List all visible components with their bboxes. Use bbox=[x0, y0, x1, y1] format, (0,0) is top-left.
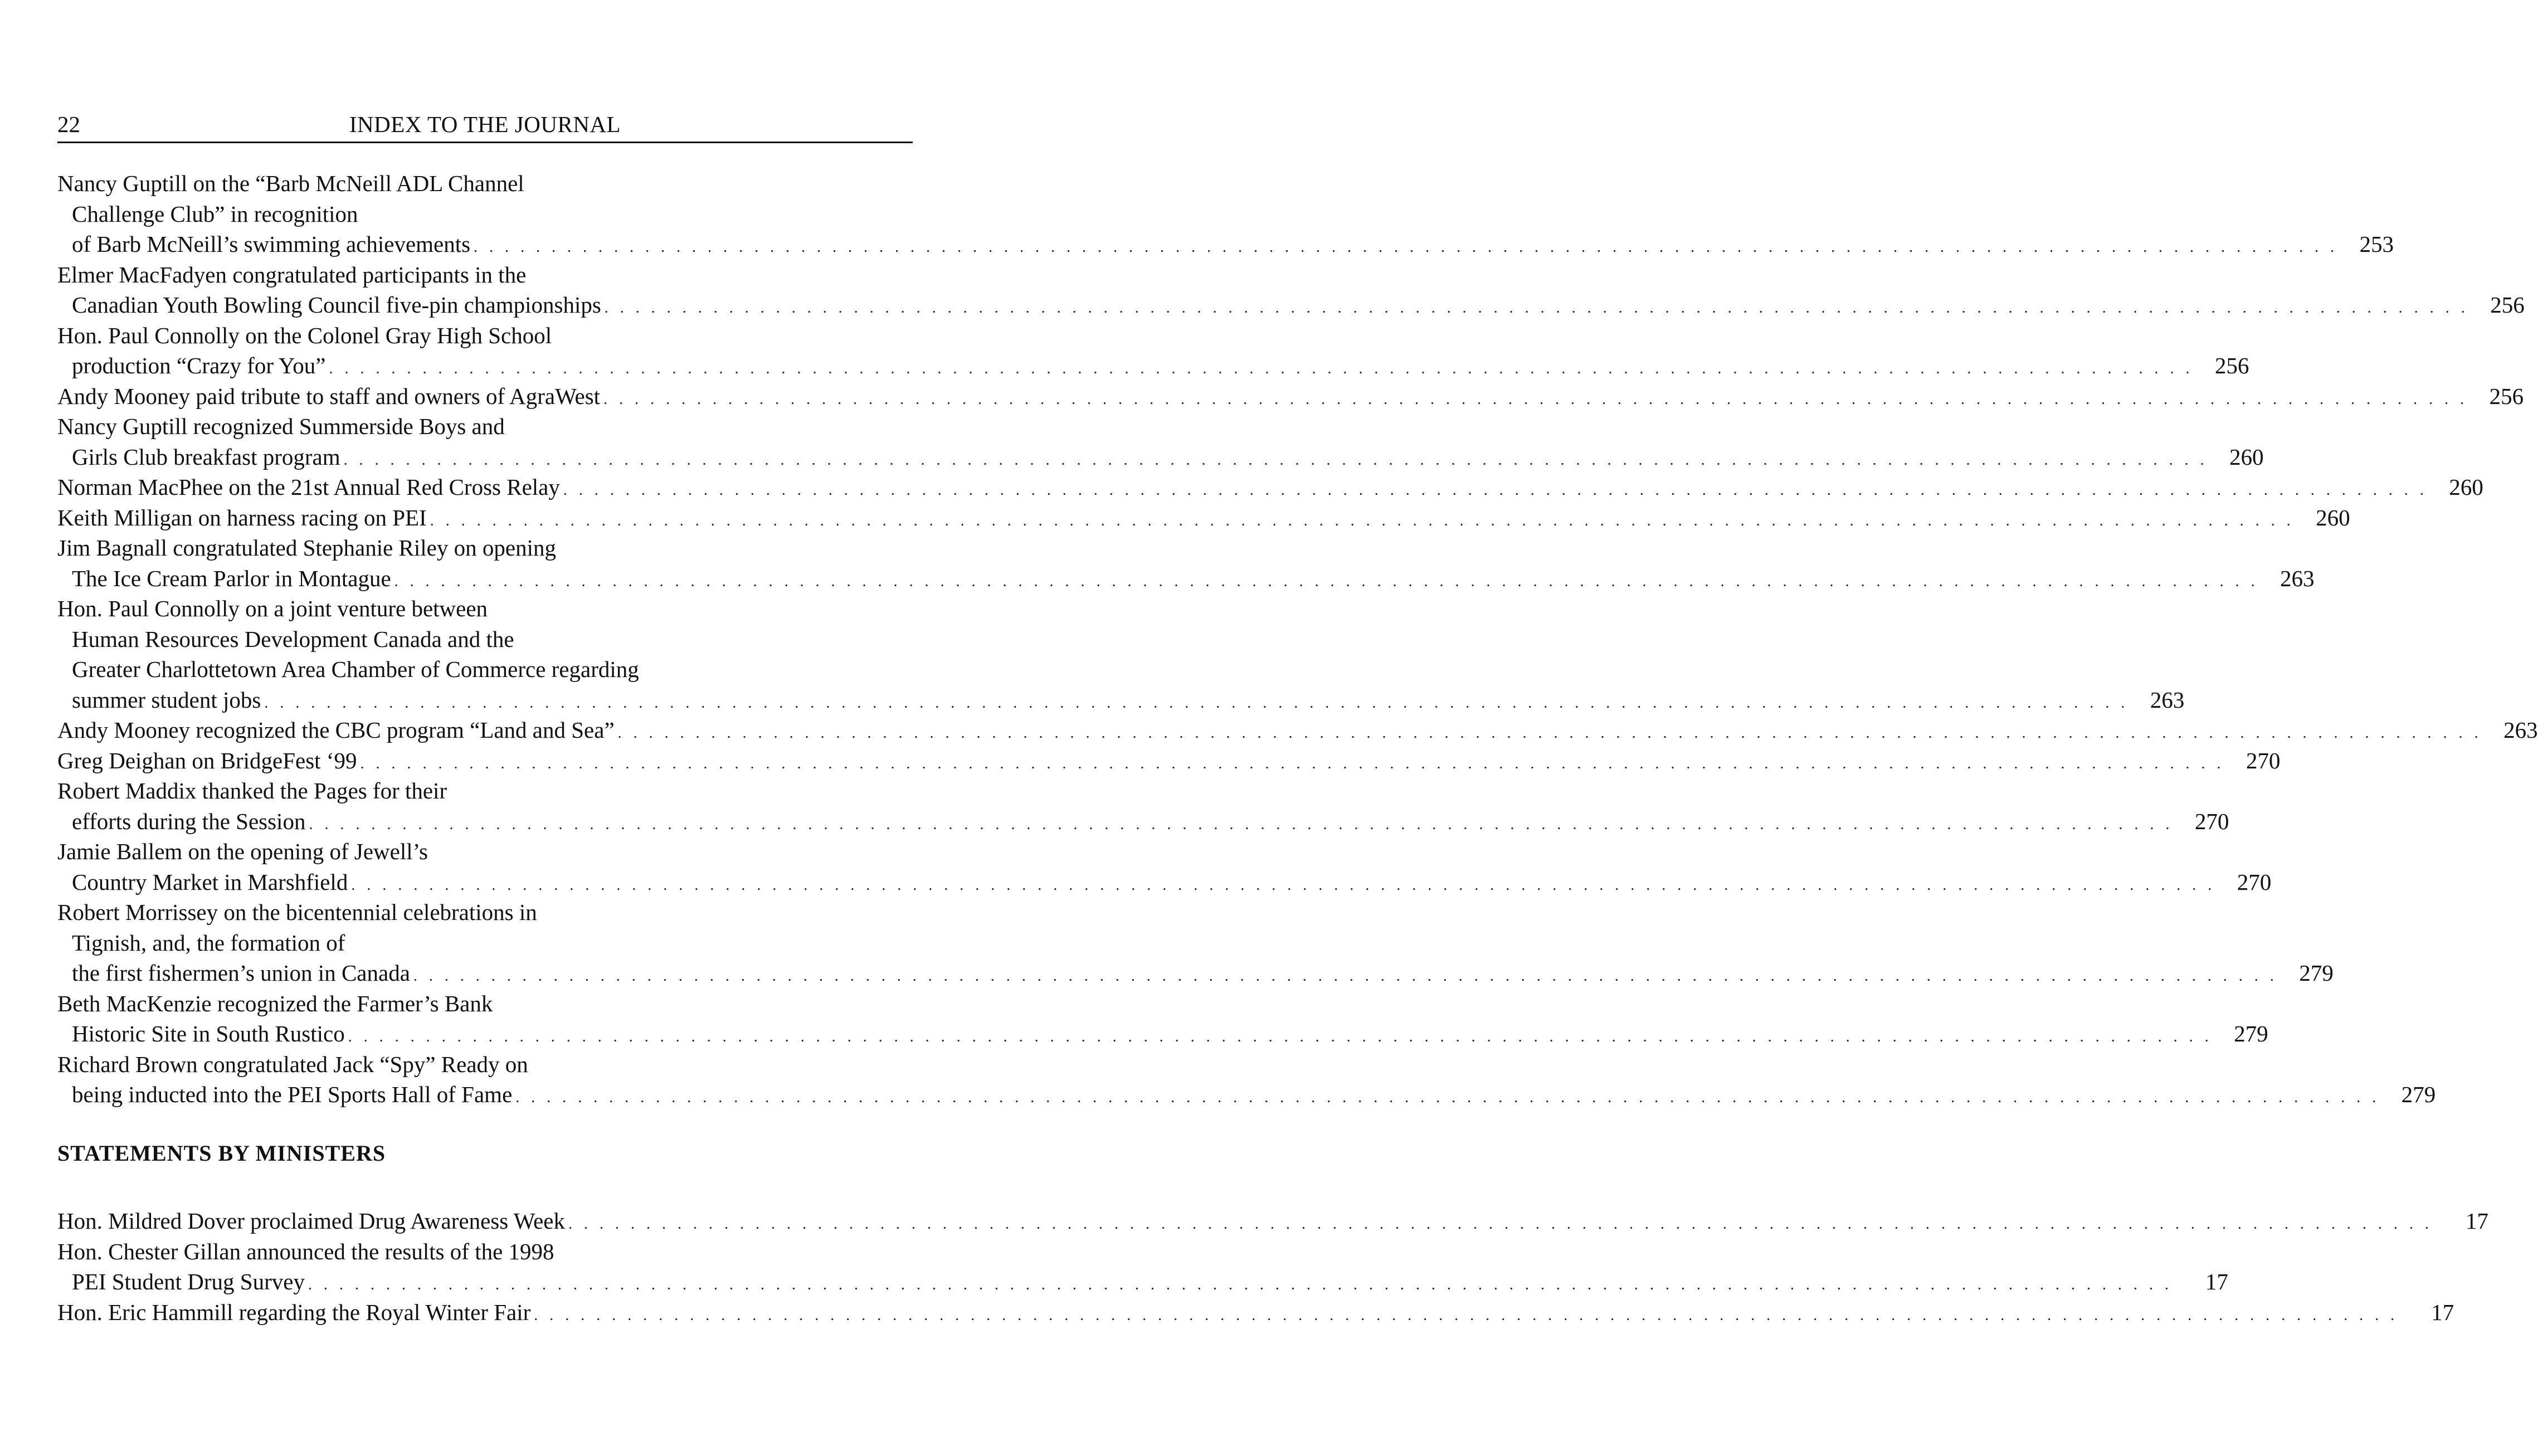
page-reference: 263 bbox=[2280, 565, 2315, 591]
entry-text: Hon. Eric Hammill regarding the Royal Winter Fair bbox=[57, 1299, 531, 1325]
index-entry bbox=[57, 260, 2525, 320]
index-entry bbox=[57, 503, 2350, 533]
entry-text: Canadian Youth Bowling Council five-pin championships bbox=[72, 292, 601, 318]
index-entry bbox=[57, 776, 2229, 836]
page-reference: 17 bbox=[2205, 1269, 2228, 1294]
index-entry bbox=[57, 320, 2249, 381]
entry-text: Keith Milligan on harness racing on PEI bbox=[57, 504, 427, 530]
entry-text: Hon. Paul Connolly on the Colonel Gray High School bbox=[57, 322, 552, 348]
dot-leader: . . . . . . . . . . . . . . . . . . . . . . . . . . . . . . . . . . . . . . . . . . . . . . . . . . . . . . . . . . . . . . . . . . . . . . . . . . . . . . . . . . . . . . . . . . . . . . . . . . . . . . . . . . . . . . . . . . . . . . . . bbox=[603, 390, 2468, 408]
page-reference: 253 bbox=[2359, 231, 2394, 257]
entry-text: Robert Morrissey on the bicentennial celebrations in bbox=[57, 899, 537, 925]
entry-line bbox=[57, 958, 2334, 988]
entry-line bbox=[57, 503, 2350, 533]
entry-line bbox=[57, 593, 913, 624]
index-entry bbox=[57, 897, 2334, 988]
page-reference: 260 bbox=[2229, 444, 2264, 470]
entry-line bbox=[57, 199, 913, 230]
page-reference: 256 bbox=[2490, 292, 2525, 318]
dot-leader: . . . . . . . . . . . . . . . . . . . . . . . . . . . . . . . . . . . . . . . . . . . . . . . . . . . . . . . . . . . . . . . . . . . . . . . . . . . . . . . . . . . . . . . . . . . . . . . . . . . . . . . . . . . . . . . . . . . . . . . . bbox=[264, 694, 2129, 712]
entry-line bbox=[57, 350, 2249, 381]
entry-line bbox=[57, 685, 2185, 715]
dot-leader: . . . . . . . . . . . . . . . . . . . . . . . . . . . . . . . . . . . . . . . . . . . . . . . . . . . . . . . . . . . . . . . . . . . . . . . . . . . . . . . . . . . . . . . . . . . . . . . . . . . . . . . . . . . . . . . . . . . . . . . . bbox=[360, 754, 2225, 772]
index-entry bbox=[57, 988, 2268, 1049]
entry-text: Greg Deighan on BridgeFest ‘99 bbox=[57, 747, 357, 773]
dot-leader: . . . . . . . . . . . . . . . . . . . . . . . . . . . . . . . . . . . . . . . . . . . . . . . . . . . . . . . . . . . . . . . . . . . . . . . . . . . . . . . . . . . . . . . . . . . . . . . . . . . . . . . . . . . . . . . . . . . . . . . . bbox=[329, 360, 2194, 377]
entry-line bbox=[57, 867, 2272, 898]
entry-text: Andy Mooney paid tribute to staff and owners of AgraWest bbox=[57, 383, 601, 409]
index-entry bbox=[57, 1206, 2489, 1236]
page-reference: 270 bbox=[2245, 747, 2281, 773]
page-reference: 17 bbox=[2431, 1299, 2454, 1325]
entry-text: Hon. Paul Connolly on a joint venture between bbox=[57, 596, 488, 621]
entry-text: PEI Student Drug Survey bbox=[72, 1269, 305, 1294]
entry-line bbox=[57, 897, 913, 928]
page-reference: 260 bbox=[2449, 474, 2483, 500]
index-entry bbox=[57, 715, 2538, 746]
index-entry bbox=[57, 593, 2185, 715]
entry-line bbox=[57, 1019, 2268, 1049]
entry-line bbox=[57, 229, 2394, 260]
entry-text: Nancy Guptill recognized Summerside Boys and bbox=[57, 413, 505, 439]
dot-leader: . . . . . . . . . . . . . . . . . . . . . . . . . . . . . . . . . . . . . . . . . . . . . . . . . . . . . . . . . . . . . . . . . . . . . . . . . . . . . . . . . . . . . . . . . . . . . . . . . . . . . . . . . . . . . . . . . . . . . . . . bbox=[309, 815, 2174, 833]
page-reference: 260 bbox=[2316, 504, 2350, 530]
entry-text: Elmer MacFadyen congratulated participants in the bbox=[57, 261, 527, 288]
page-number: 22 bbox=[57, 111, 80, 137]
entry-text: of Barb McNeill’s swimming achievements bbox=[72, 231, 471, 257]
entry-text: Greater Charlottetown Area Chamber of Commerce regarding bbox=[72, 656, 639, 682]
page-reference: 279 bbox=[2401, 1082, 2436, 1107]
dot-leader: . . . . . . . . . . . . . . . . . . . . . . . . . . . . . . . . . . . . . . . . . . . . . . . . . . . . . . . . . . . . . . . . . . . . . . . . . . . . . . . . . . . . . . . . . . . . . . . . . . . . . . . . . . . . . . . . . . . . . . . . bbox=[515, 1089, 2380, 1106]
entry-text: being inducted into the PEI Sports Hall of Fame bbox=[72, 1082, 513, 1107]
index-list-ministers-statements bbox=[57, 1206, 2489, 1327]
dot-leader: . . . . . . . . . . . . . . . . . . . . . . . . . . . . . . . . . . . . . . . . . . . . . . . . . . . . . . . . . . . . . . . . . . . . . . . . . . . . . . . . . . . . . . . . . . . . . . . . . . . . . . . . . . . . . . . . . . . . . . . . bbox=[568, 1215, 2433, 1233]
page-reference: 256 bbox=[2489, 383, 2524, 409]
entry-text: Hon. Chester Gillan announced the results of the 1998 bbox=[57, 1238, 554, 1264]
index-entry bbox=[57, 1049, 2436, 1110]
page-reference: 17 bbox=[2466, 1208, 2489, 1234]
entry-text: Hon. Mildred Dover proclaimed Drug Awareness Week bbox=[57, 1208, 566, 1234]
entry-text: Girls Club breakfast program bbox=[72, 444, 340, 470]
entry-text: Human Resources Development Canada and the bbox=[72, 626, 514, 652]
entry-text: Andy Mooney recognized the CBC program “Land and Sea” bbox=[57, 717, 615, 743]
index-entry bbox=[57, 1297, 2454, 1328]
page-reference: 263 bbox=[2503, 717, 2538, 743]
entry-line bbox=[57, 1236, 913, 1267]
entry-line bbox=[57, 1206, 2489, 1236]
entry-line bbox=[57, 806, 2229, 837]
entry-line bbox=[57, 624, 913, 655]
entry-line bbox=[57, 381, 2524, 412]
entry-text: Jim Bagnall congratulated Stephanie Riley on opening bbox=[57, 535, 556, 561]
page-header bbox=[57, 109, 913, 143]
section-heading: STATEMENTS BY MINISTERS bbox=[57, 1141, 386, 1166]
entry-line bbox=[57, 715, 2538, 746]
entry-text: the first fishermen’s union in Canada bbox=[72, 960, 410, 986]
dot-leader: . . . . . . . . . . . . . . . . . . . . . . . . . . . . . . . . . . . . . . . . . . . . . . . . . . . . . . . . . . . . . . . . . . . . . . . . . . . . . . . . . . . . . . . . . . . . . . . . . . . . . . . . . . . . . . . . . . . . . . . . bbox=[604, 299, 2469, 316]
dot-leader: . . . . . . . . . . . . . . . . . . . . . . . . . . . . . . . . . . . . . . . . . . . . . . . . . . . . . . . . . . . . . . . . . . . . . . . . . . . . . . . . . . . . . . . . . . . . . . . . . . . . . . . . . . . . . . . . . . . . . . . . bbox=[563, 481, 2428, 499]
entry-line bbox=[57, 1049, 913, 1080]
page-reference: 256 bbox=[2214, 353, 2249, 378]
running-title: INDEX TO THE JOURNAL bbox=[349, 111, 621, 137]
entry-line bbox=[57, 836, 913, 867]
dot-leader: . . . . . . . . . . . . . . . . . . . . . . . . . . . . . . . . . . . . . . . . . . . . . . . . . . . . . . . . . . . . . . . . . . . . . . . . . . . . . . . . . . . . . . . . . . . . . . . . . . . . . . . . . . . . . . . . . . . . . . . . bbox=[343, 451, 2208, 469]
index-entry bbox=[57, 1236, 2228, 1297]
entry-line bbox=[57, 1079, 2436, 1110]
entry-text: Richard Brown congratulated Jack “Spy” Ready on bbox=[57, 1051, 528, 1077]
entry-line bbox=[57, 442, 2264, 473]
index-entry bbox=[57, 533, 2315, 593]
entry-line bbox=[57, 746, 2281, 776]
dot-leader: . . . . . . . . . . . . . . . . . . . . . . . . . . . . . . . . . . . . . . . . . . . . . . . . . . . . . . . . . . . . . . . . . . . . . . . . . . . . . . . . . . . . . . . . . . . . . . . . . . . . . . . . . . . . . . . . . . . . . . . . bbox=[534, 1306, 2399, 1324]
entry-line bbox=[57, 1267, 2228, 1297]
entry-text: production “Crazy for You” bbox=[72, 353, 326, 378]
entry-text: Tignish, and, the formation of bbox=[72, 929, 345, 956]
index-entry bbox=[57, 746, 2281, 776]
entry-line bbox=[57, 563, 2315, 594]
entry-line bbox=[57, 928, 913, 958]
entry-line bbox=[57, 168, 913, 199]
entry-text: Norman MacPhee on the 21st Annual Red Cross Relay bbox=[57, 474, 560, 500]
entry-line bbox=[57, 776, 913, 806]
index-entry bbox=[57, 381, 2524, 412]
entry-text: efforts during the Session bbox=[72, 808, 306, 834]
entry-line bbox=[57, 1297, 2454, 1328]
entry-line bbox=[57, 654, 913, 685]
dot-leader: . . . . . . . . . . . . . . . . . . . . . . . . . . . . . . . . . . . . . . . . . . . . . . . . . . . . . . . . . . . . . . . . . . . . . . . . . . . . . . . . . . . . . . . . . . . . . . . . . . . . . . . . . . . . . . . . . . . . . . . . bbox=[308, 1276, 2172, 1293]
index-entry bbox=[57, 168, 2394, 260]
dot-leader: . . . . . . . . . . . . . . . . . . . . . . . . . . . . . . . . . . . . . . . . . . . . . . . . . . . . . . . . . . . . . . . . . . . . . . . . . . . . . . . . . . . . . . . . . . . . . . . . . . . . . . . . . . . . . . . . . . . . . . . . bbox=[413, 967, 2278, 985]
entry-text: summer student jobs bbox=[72, 686, 261, 713]
page-reference: 270 bbox=[2237, 869, 2272, 895]
dot-leader: . . . . . . . . . . . . . . . . . . . . . . . . . . . . . . . . . . . . . . . . . . . . . . . . . . . . . . . . . . . . . . . . . . . . . . . . . . . . . . . . . . . . . . . . . . . . . . . . . . . . . . . . . . . . . . . . . . . . . . . . bbox=[474, 238, 2339, 256]
page-reference: 279 bbox=[2234, 1021, 2268, 1046]
entry-text: Country Market in Marshfield bbox=[72, 869, 348, 895]
dot-leader: . . . . . . . . . . . . . . . . . . . . . . . . . . . . . . . . . . . . . . . . . . . . . . . . . . . . . . . . . . . . . . . . . . . . . . . . . . . . . . . . . . . . . . . . . . . . . . . . . . . . . . . . . . . . . . . . . . . . . . . . bbox=[348, 1028, 2213, 1045]
entry-line bbox=[57, 411, 913, 442]
index-entry bbox=[57, 836, 2272, 897]
dot-leader: . . . . . . . . . . . . . . . . . . . . . . . . . . . . . . . . . . . . . . . . . . . . . . . . . . . . . . . . . . . . . . . . . . . . . . . . . . . . . . . . . . . . . . . . . . . . . . . . . . . . . . . . . . . . . . . . . . . . . . . . bbox=[351, 876, 2216, 894]
entry-line bbox=[57, 472, 2483, 503]
dot-leader: . . . . . . . . . . . . . . . . . . . . . . . . . . . . . . . . . . . . . . . . . . . . . . . . . . . . . . . . . . . . . . . . . . . . . . . . . . . . . . . . . . . . . . . . . . . . . . . . . . . . . . . . . . . . . . . . . . . . . . . . bbox=[430, 512, 2295, 529]
entry-line bbox=[57, 260, 913, 290]
entry-text: Challenge Club” in recognition bbox=[72, 201, 358, 227]
entry-text: Historic Site in South Rustico bbox=[72, 1021, 345, 1046]
entry-line bbox=[57, 320, 913, 351]
entry-text: Beth MacKenzie recognized the Farmer’s Bank bbox=[57, 990, 493, 1016]
entry-text: The Ice Cream Parlor in Montague bbox=[72, 565, 391, 591]
entry-line bbox=[57, 290, 2525, 320]
dot-leader: . . . . . . . . . . . . . . . . . . . . . . . . . . . . . . . . . . . . . . . . . . . . . . . . . . . . . . . . . . . . . . . . . . . . . . . . . . . . . . . . . . . . . . . . . . . . . . . . . . . . . . . . . . . . . . . . . . . . . . . . bbox=[617, 724, 2482, 742]
index-list-members-statements bbox=[57, 168, 2538, 1110]
entry-text: Robert Maddix thanked the Pages for their bbox=[57, 778, 447, 804]
dot-leader: . . . . . . . . . . . . . . . . . . . . . . . . . . . . . . . . . . . . . . . . . . . . . . . . . . . . . . . . . . . . . . . . . . . . . . . . . . . . . . . . . . . . . . . . . . . . . . . . . . . . . . . . . . . . . . . . . . . . . . . . bbox=[394, 572, 2259, 590]
entry-line bbox=[57, 533, 913, 563]
page-reference: 263 bbox=[2150, 686, 2185, 713]
entry-line bbox=[57, 988, 913, 1019]
entry-text: Nancy Guptill on the “Barb McNeill ADL Channel bbox=[57, 171, 524, 196]
index-entry bbox=[57, 411, 2264, 472]
page-reference: 279 bbox=[2299, 960, 2334, 986]
entry-text: Jamie Ballem on the opening of Jewell’s bbox=[57, 839, 428, 864]
page-reference: 270 bbox=[2194, 808, 2229, 834]
index-entry bbox=[57, 472, 2483, 503]
